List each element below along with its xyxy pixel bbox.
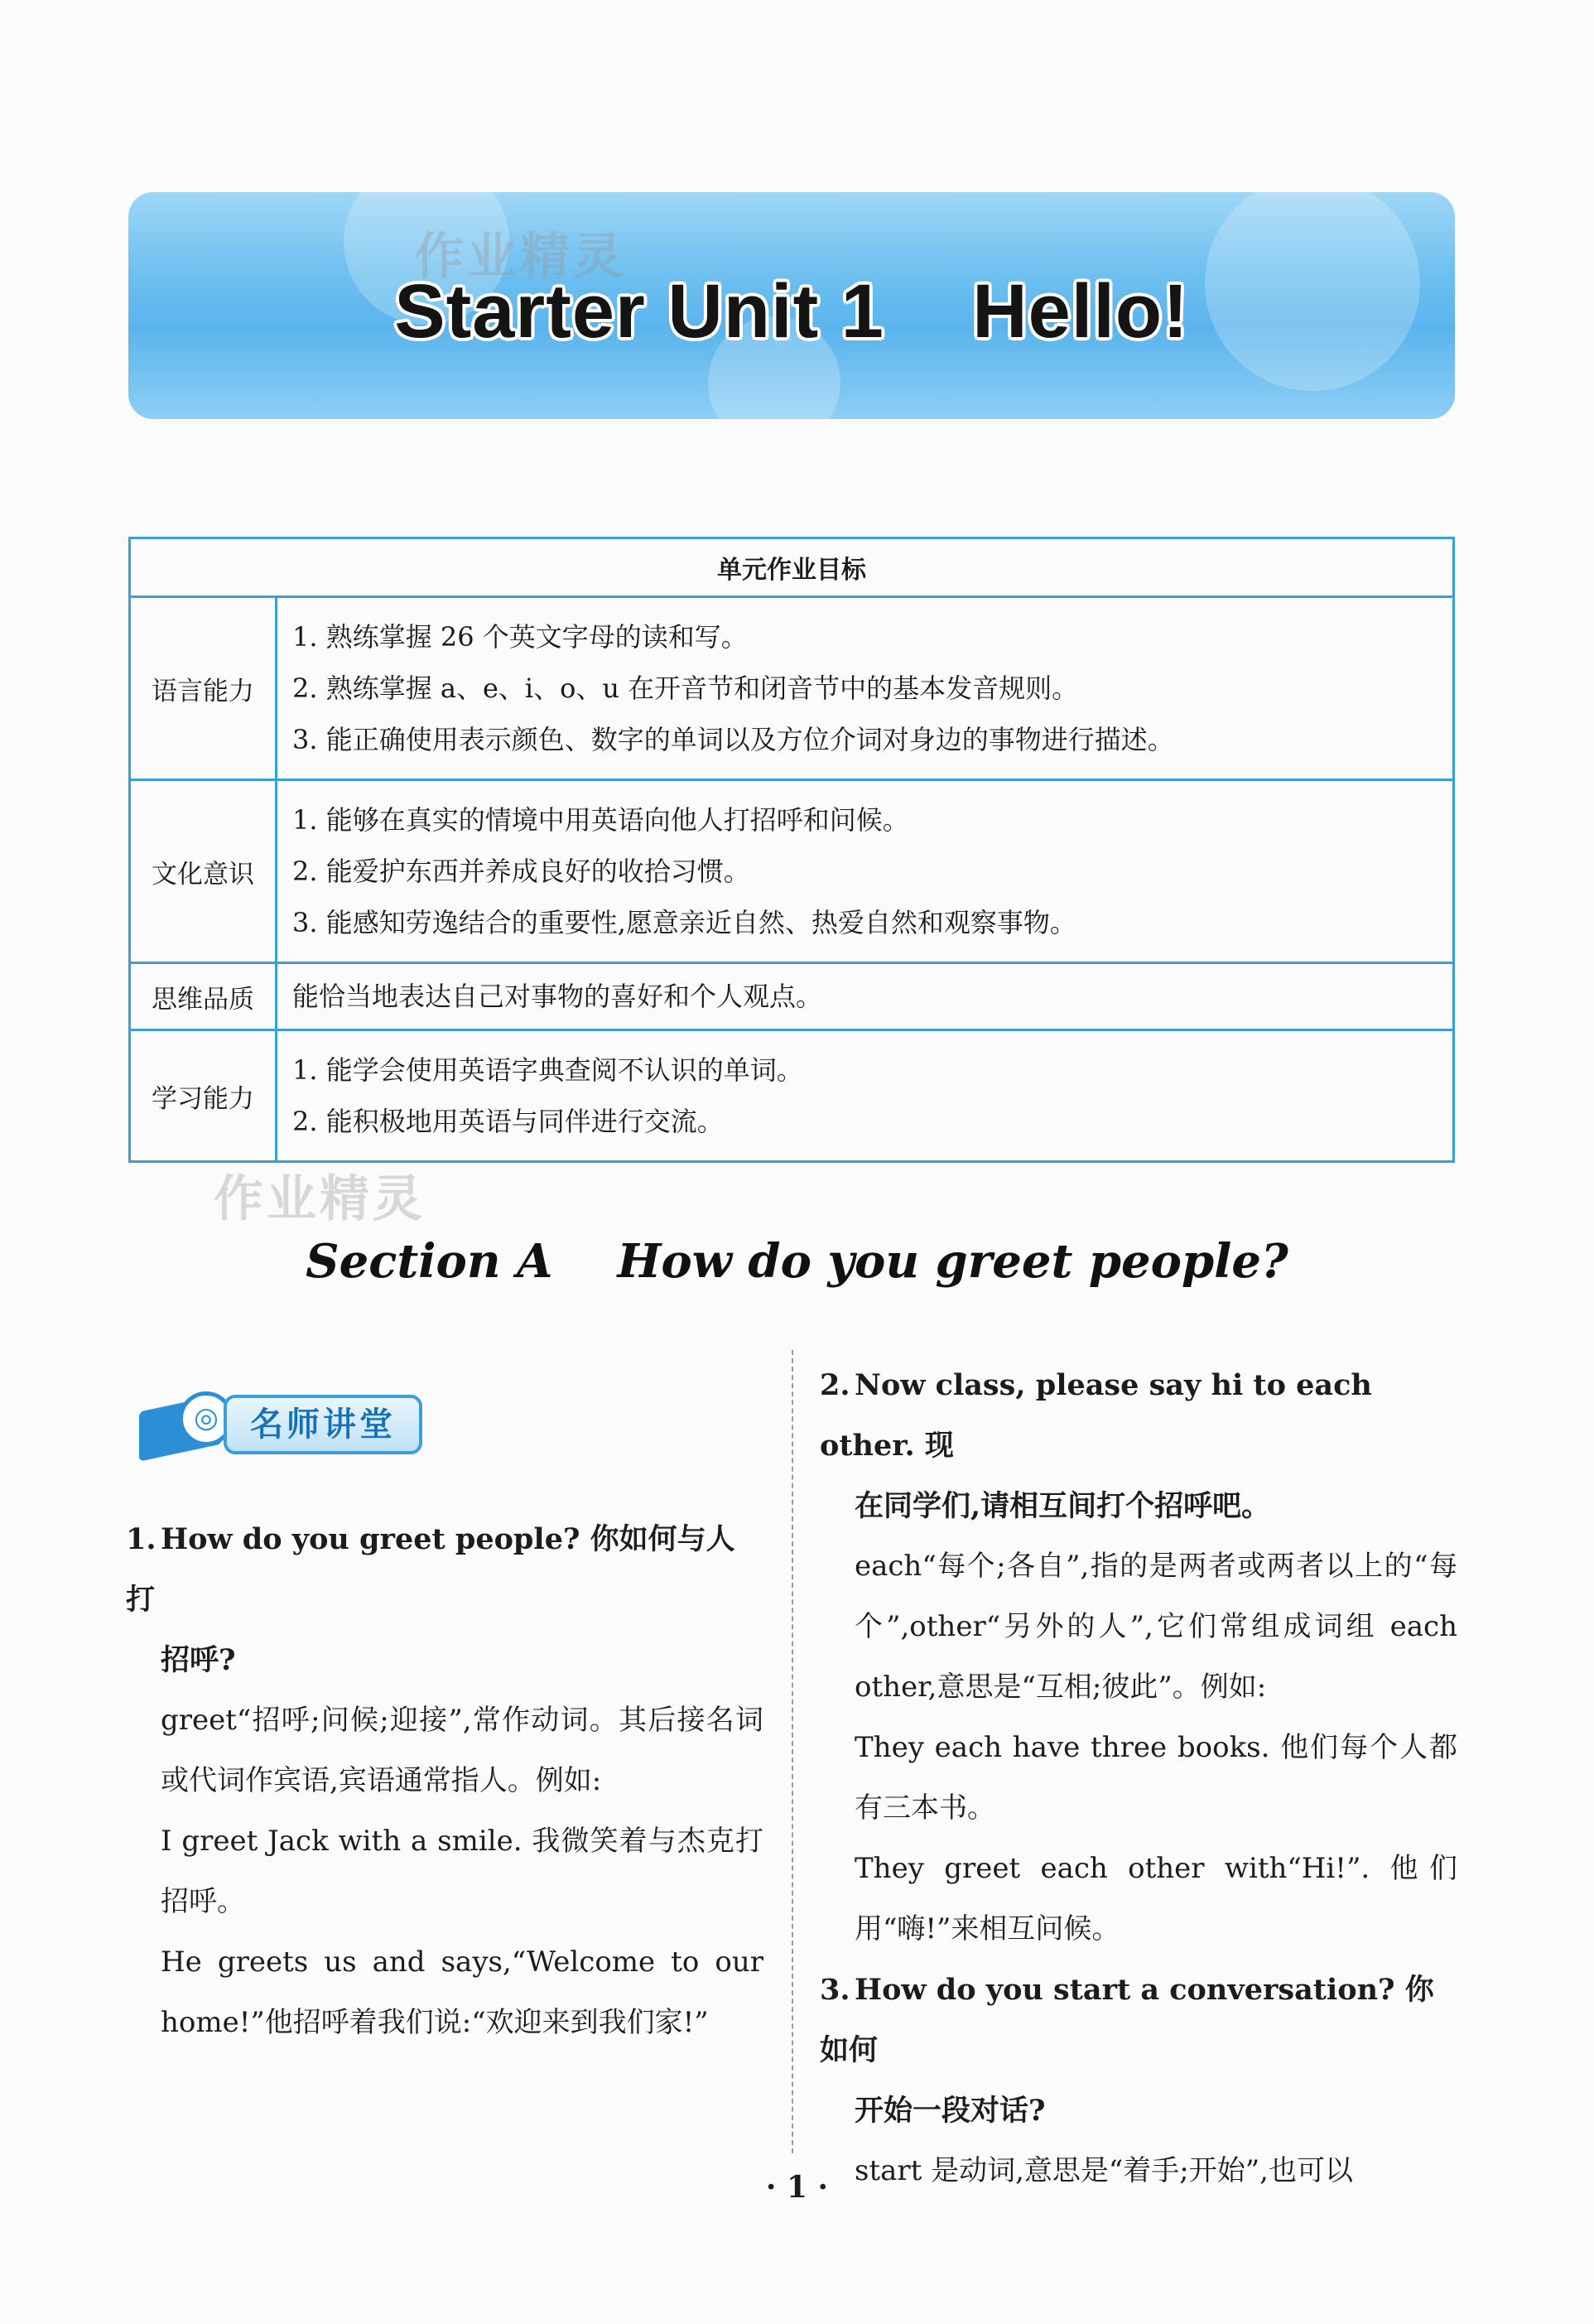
goals-category: 学习能力 xyxy=(130,1030,277,1162)
goal-item: 1. 能学会使用英语字典查阅不认识的单词。 xyxy=(292,1054,803,1086)
question-text-continued: 开始一段对话? xyxy=(855,2094,1046,2128)
target-icon: ◎ xyxy=(179,1391,234,1446)
watermark-middle: 作业精灵 xyxy=(214,1170,426,1228)
question-heading xyxy=(126,1509,763,1630)
goals-items xyxy=(277,780,1454,963)
question-heading xyxy=(820,1355,1457,1476)
goals-items xyxy=(277,1030,1454,1162)
goals-row-learning xyxy=(130,1030,1454,1162)
goal-item: 1. 熟练掌握 26 个英文字母的读和写。 xyxy=(292,621,748,653)
goals-row-language xyxy=(130,597,1454,780)
question-text: Now class, please say hi to each other. 现 xyxy=(820,1368,1372,1463)
goals-category: 思维品质 xyxy=(130,963,277,1030)
goal-item: 3. 能感知劳逸结合的重要性,愿意亲近自然、热爱自然和观察事物。 xyxy=(292,907,1076,938)
section-title: Section A How do you greet people? xyxy=(306,1234,1288,1289)
question-text-continued: 招呼? xyxy=(161,1643,236,1677)
column-divider xyxy=(792,1350,793,2153)
question-text-continued: 在同学们,请相互间打个招呼吧。 xyxy=(855,1489,1271,1523)
example-sentence: They greet each other with“Hi!”. 他们用“嗨!”来相互问候。 xyxy=(855,1852,1457,1946)
goal-item: 3. 能正确使用表示颜色、数字的单词以及方位介词对身边的事物进行描述。 xyxy=(292,724,1174,755)
page-number: · 1 · xyxy=(765,2170,829,2205)
goals-header-row xyxy=(130,538,1454,597)
example-sentence: I greet Jack with a smile. 我微笑着与杰克打招呼。 xyxy=(161,1825,763,1918)
example-sentence: They each have three books. 他们每个人都有三本书。 xyxy=(855,1731,1457,1825)
watermark-top: 作业精灵 xyxy=(414,228,626,286)
unit-title: Starter Unit 1 Hello! xyxy=(394,269,1189,354)
question-number: 2. xyxy=(820,1368,850,1402)
goals-row-thinking xyxy=(130,963,1454,1030)
explanation-paragraph: start 是动词,意思是“着手;开始”,也可以 xyxy=(855,2154,1353,2187)
example-sentence: He greets us and says,“Welcome to our home!”他招呼着我们说:“欢迎来到我们家!” xyxy=(161,1946,763,2039)
goals-category: 语言能力 xyxy=(130,597,277,780)
teacher-lecture-badge xyxy=(132,1385,439,1468)
goals-category: 文化意识 xyxy=(130,780,277,963)
question-number: 1. xyxy=(126,1522,157,1556)
unit-goals-table xyxy=(128,537,1455,1163)
goal-item: 能恰当地表达自己对事物的喜好和个人观点。 xyxy=(292,981,823,1012)
goal-item: 2. 熟练掌握 a、e、i、o、u 在开音节和闭音节中的基本发音规则。 xyxy=(292,673,1079,704)
unit-title-banner xyxy=(128,192,1455,419)
question-heading xyxy=(820,1960,1457,2081)
goals-header: 单元作业目标 xyxy=(130,538,1454,597)
goals-row-culture xyxy=(130,780,1454,963)
goals-items xyxy=(277,597,1454,780)
right-column xyxy=(820,1355,1457,2201)
goals-items xyxy=(277,963,1454,1030)
explanation-paragraph: each“每个;各自”,指的是两者或两者以上的“每个”,other“另外的人”,它们常组成词组 each other,意思是“互相;彼此”。例如: xyxy=(855,1550,1457,1704)
question-text: How do you greet people? 你如何与人打 xyxy=(126,1522,735,1617)
badge-label: 名师讲堂 xyxy=(224,1395,422,1454)
question-text: How do you start a conversation? 你如何 xyxy=(820,1973,1434,2067)
question-number: 3. xyxy=(820,1973,850,2007)
goal-item: 1. 能够在真实的情境中用英语向他人打招呼和问候。 xyxy=(292,804,909,836)
goal-item: 2. 能爱护东西并养成良好的收拾习惯。 xyxy=(292,856,750,887)
explanation-paragraph: greet“招呼;问候;迎接”,常作动词。其后接名词或代词作宾语,宾语通常指人。例如: xyxy=(161,1704,763,1797)
left-column xyxy=(126,1509,763,2053)
goal-item: 2. 能积极地用英语与同伴进行交流。 xyxy=(292,1106,724,1137)
